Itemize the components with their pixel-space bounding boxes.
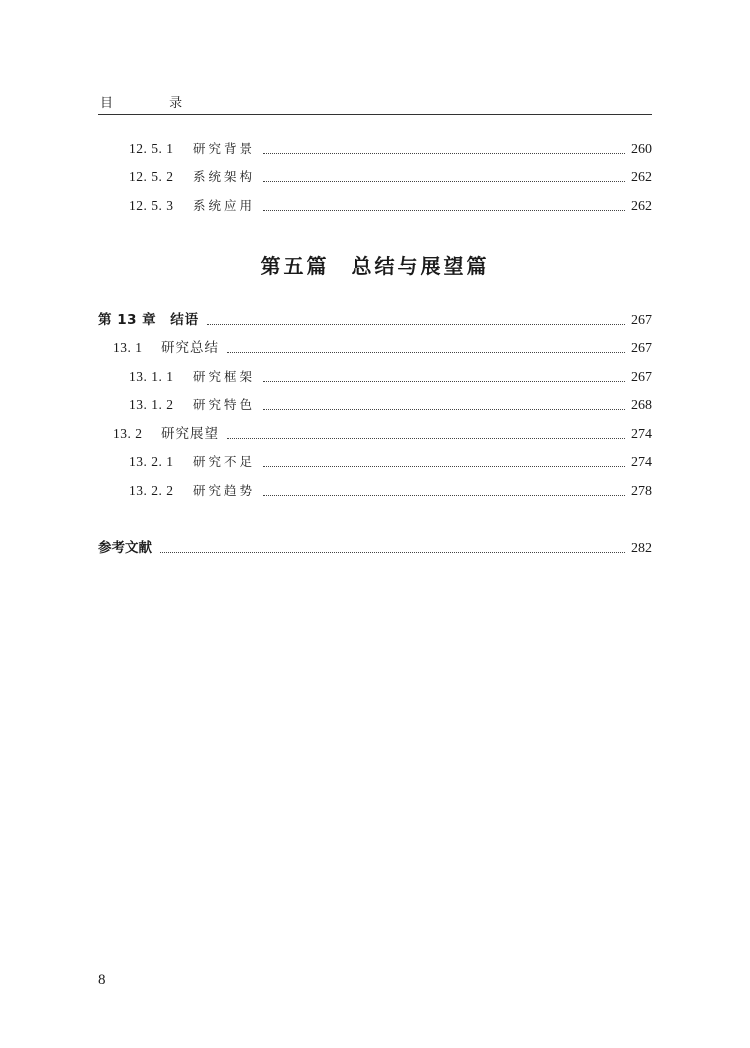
toc-entry[interactable] [98, 423, 652, 445]
dot-leader [263, 456, 625, 467]
dot-leader [207, 314, 625, 325]
toc-entry[interactable] [98, 337, 652, 359]
toc-entry-title: 系统架构 [193, 169, 256, 184]
page-number: 8 [98, 972, 106, 988]
chapter-number: 第 13 章 [98, 312, 157, 328]
chapter-page: 267 [631, 313, 652, 328]
dot-leader [263, 200, 625, 211]
toc-entry[interactable] [98, 366, 652, 388]
dot-leader [160, 542, 625, 553]
toc-chapter-entry[interactable] [98, 309, 652, 331]
toc-entry-page: 262 [631, 199, 652, 214]
toc-entry-title: 研究特色 [193, 397, 256, 412]
toc-entry-title: 研究不足 [193, 454, 256, 469]
toc-entry[interactable] [98, 394, 652, 416]
running-header [98, 90, 652, 115]
toc-entry[interactable] [98, 480, 652, 502]
toc-entry-title: 研究展望 [161, 426, 219, 442]
toc-entry-number: 12. 5. 1 [129, 141, 174, 156]
toc-entry-title: 研究背景 [193, 141, 256, 156]
part-heading [0, 250, 750, 279]
toc-entry-number: 13. 2. 2 [129, 483, 174, 498]
dot-leader [263, 485, 625, 496]
toc-references-entry[interactable] [98, 537, 652, 559]
toc-entry-page: 274 [631, 455, 652, 470]
part-name: 总结与展望篇 [351, 254, 490, 278]
toc-entry-number: 13. 1. 2 [129, 397, 174, 412]
dot-leader [227, 342, 625, 353]
toc-entry-title: 系统应用 [193, 198, 256, 213]
toc-entry[interactable] [98, 195, 652, 217]
toc-entry-number: 13. 1 [113, 340, 143, 355]
toc-entry-number: 13. 2. 1 [129, 454, 174, 469]
toc-entry-page: 260 [631, 142, 652, 157]
references-page: 282 [631, 541, 652, 556]
dot-leader [263, 399, 625, 410]
toc-entry-page: 267 [631, 341, 652, 356]
toc-entry-page: 262 [631, 170, 652, 185]
dot-leader [227, 428, 625, 439]
toc-entry[interactable] [98, 138, 652, 160]
toc-entry-number: 13. 2 [113, 426, 143, 441]
header-title: 目 录 [100, 96, 209, 111]
toc-entry-title: 研究框架 [193, 369, 256, 384]
dot-leader [263, 371, 625, 382]
part-label: 第五篇 [260, 254, 330, 278]
toc-entry[interactable] [98, 166, 652, 188]
toc-entry-page: 274 [631, 427, 652, 442]
chapter-title: 结语 [170, 312, 200, 328]
toc-entry-page: 278 [631, 484, 652, 499]
references-title: 参考文献 [98, 540, 152, 556]
toc-entry-page: 267 [631, 370, 652, 385]
toc-entry-number: 12. 5. 3 [129, 198, 174, 213]
toc-entry-number: 13. 1. 1 [129, 369, 174, 384]
toc-entry[interactable] [98, 451, 652, 473]
toc-entry-page: 268 [631, 398, 652, 413]
toc-entry-number: 12. 5. 2 [129, 169, 174, 184]
toc-entry-title: 研究总结 [161, 340, 219, 356]
dot-leader [263, 171, 625, 182]
toc-entry-title: 研究趋势 [193, 483, 256, 498]
dot-leader [263, 143, 625, 154]
